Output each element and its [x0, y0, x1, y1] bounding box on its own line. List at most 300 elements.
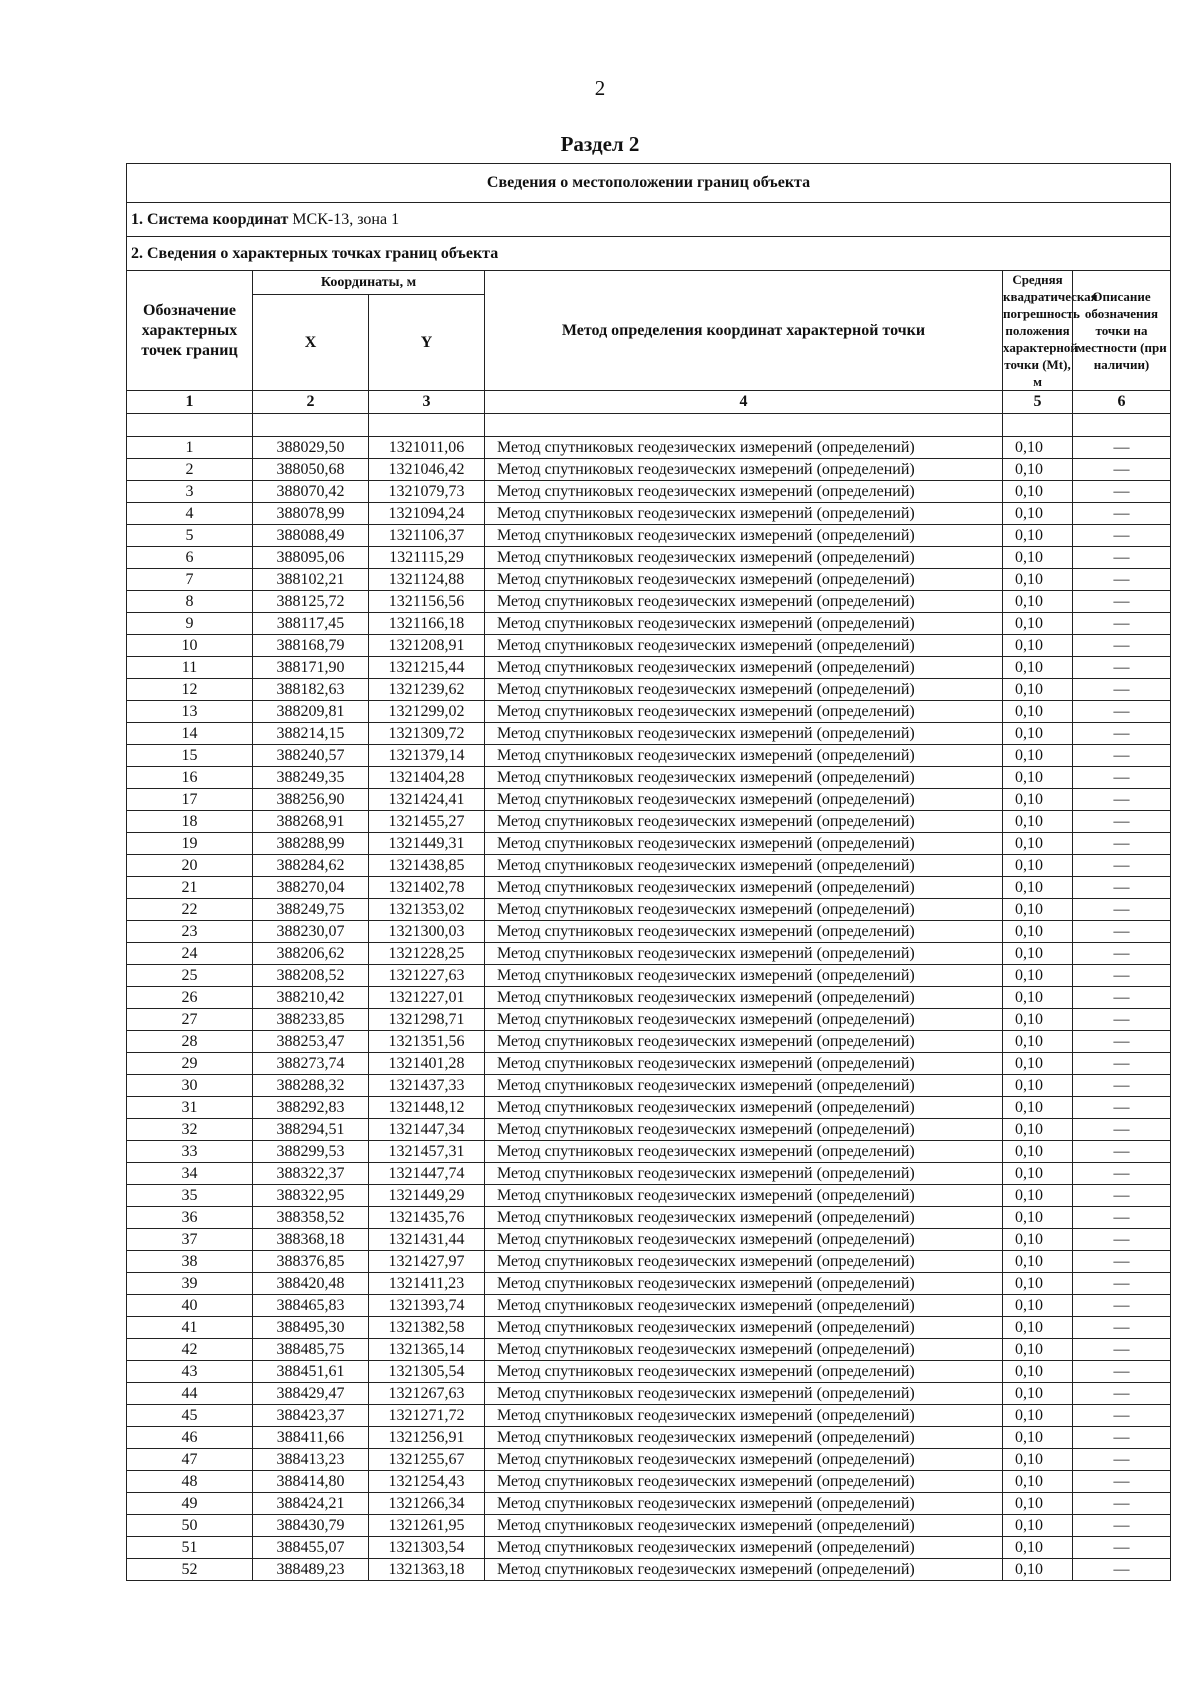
description-cell: — [1073, 1339, 1171, 1361]
point-number-cell: 13 [127, 701, 253, 723]
y-coordinate-cell: 1321115,29 [369, 547, 485, 569]
y-coordinate-cell: 1321227,01 [369, 987, 485, 1009]
description-cell: — [1073, 1185, 1171, 1207]
description-cell: — [1073, 525, 1171, 547]
table-row [127, 745, 1171, 767]
description-cell: — [1073, 745, 1171, 767]
error-cell: 0,10 [1003, 1009, 1073, 1031]
error-cell: 0,10 [1003, 899, 1073, 921]
error-cell: 0,10 [1003, 745, 1073, 767]
error-cell: 0,10 [1003, 1471, 1073, 1493]
x-coordinate-cell: 388455,07 [253, 1537, 369, 1559]
point-number-cell: 11 [127, 657, 253, 679]
header-x: X [253, 295, 369, 391]
y-coordinate-cell: 1321266,34 [369, 1493, 485, 1515]
description-cell: — [1073, 679, 1171, 701]
x-coordinate-cell: 388288,99 [253, 833, 369, 855]
coordinate-system-label: 1. Система координат [131, 210, 289, 228]
column-number: 1 [127, 391, 253, 414]
y-coordinate-cell: 1321379,14 [369, 745, 485, 767]
point-number-cell: 42 [127, 1339, 253, 1361]
coordinate-system-row [127, 203, 1171, 237]
method-cell: Метод спутниковых геодезических измерений (определений) [485, 1361, 1003, 1383]
error-cell: 0,10 [1003, 525, 1073, 547]
description-cell: — [1073, 1163, 1171, 1185]
error-cell: 0,10 [1003, 723, 1073, 745]
spacer-row [127, 414, 1171, 437]
description-cell: — [1073, 921, 1171, 943]
table-row [127, 855, 1171, 877]
description-cell: — [1073, 987, 1171, 1009]
point-number-cell: 3 [127, 481, 253, 503]
method-cell: Метод спутниковых геодезических измерений (определений) [485, 899, 1003, 921]
method-cell: Метод спутниковых геодезических измерений (определений) [485, 1031, 1003, 1053]
column-numbers-row [127, 391, 1171, 414]
point-number-cell: 24 [127, 943, 253, 965]
error-cell: 0,10 [1003, 503, 1073, 525]
table-row [127, 987, 1171, 1009]
point-number-cell: 19 [127, 833, 253, 855]
table-row [127, 943, 1171, 965]
method-cell: Метод спутниковых геодезических измерений (определений) [485, 1449, 1003, 1471]
point-number-cell: 10 [127, 635, 253, 657]
description-cell: — [1073, 657, 1171, 679]
table-row [127, 877, 1171, 899]
y-coordinate-cell: 1321455,27 [369, 811, 485, 833]
point-number-cell: 49 [127, 1493, 253, 1515]
y-coordinate-cell: 1321449,31 [369, 833, 485, 855]
x-coordinate-cell: 388368,18 [253, 1229, 369, 1251]
table-row [127, 1031, 1171, 1053]
error-cell: 0,10 [1003, 679, 1073, 701]
y-coordinate-cell: 1321404,28 [369, 767, 485, 789]
description-cell: — [1073, 1229, 1171, 1251]
error-cell: 0,10 [1003, 481, 1073, 503]
error-cell: 0,10 [1003, 437, 1073, 459]
method-cell: Метод спутниковых геодезических измерений (определений) [485, 1295, 1003, 1317]
description-cell: — [1073, 1449, 1171, 1471]
point-number-cell: 29 [127, 1053, 253, 1075]
x-coordinate-cell: 388358,52 [253, 1207, 369, 1229]
error-cell: 0,10 [1003, 591, 1073, 613]
point-number-cell: 9 [127, 613, 253, 635]
description-cell: — [1073, 965, 1171, 987]
y-coordinate-cell: 1321094,24 [369, 503, 485, 525]
y-coordinate-cell: 1321309,72 [369, 723, 485, 745]
point-number-cell: 33 [127, 1141, 253, 1163]
table-row [127, 811, 1171, 833]
table-row [127, 437, 1171, 459]
table-title: Сведения о местоположении границ объекта [127, 164, 1171, 203]
x-coordinate-cell: 388214,15 [253, 723, 369, 745]
description-cell: — [1073, 1383, 1171, 1405]
description-cell: — [1073, 1493, 1171, 1515]
x-coordinate-cell: 388292,83 [253, 1097, 369, 1119]
y-coordinate-cell: 1321437,33 [369, 1075, 485, 1097]
error-cell: 0,10 [1003, 943, 1073, 965]
y-coordinate-cell: 1321239,62 [369, 679, 485, 701]
method-cell: Метод спутниковых геодезических измерений (определений) [485, 1515, 1003, 1537]
point-number-cell: 35 [127, 1185, 253, 1207]
y-coordinate-cell: 1321435,76 [369, 1207, 485, 1229]
point-number-cell: 26 [127, 987, 253, 1009]
point-number-cell: 43 [127, 1361, 253, 1383]
y-coordinate-cell: 1321011,06 [369, 437, 485, 459]
y-coordinate-cell: 1321299,02 [369, 701, 485, 723]
method-cell: Метод спутниковых геодезических измерений (определений) [485, 1273, 1003, 1295]
header-desc: Описание обозначения точки на местности (при наличии) [1073, 271, 1171, 391]
x-coordinate-cell: 388206,62 [253, 943, 369, 965]
x-coordinate-cell: 388095,06 [253, 547, 369, 569]
description-cell: — [1073, 701, 1171, 723]
method-cell: Метод спутниковых геодезических измерений (определений) [485, 437, 1003, 459]
table-row [127, 1339, 1171, 1361]
x-coordinate-cell: 388050,68 [253, 459, 369, 481]
method-cell: Метод спутниковых геодезических измерений (определений) [485, 1427, 1003, 1449]
table-row [127, 833, 1171, 855]
table-row [127, 899, 1171, 921]
x-coordinate-cell: 388411,66 [253, 1427, 369, 1449]
method-cell: Метод спутниковых геодезических измерений (определений) [485, 1163, 1003, 1185]
method-cell: Метод спутниковых геодезических измерений (определений) [485, 591, 1003, 613]
description-cell: — [1073, 1141, 1171, 1163]
x-coordinate-cell: 388299,53 [253, 1141, 369, 1163]
point-number-cell: 25 [127, 965, 253, 987]
point-number-cell: 12 [127, 679, 253, 701]
description-cell: — [1073, 1207, 1171, 1229]
table-row [127, 635, 1171, 657]
x-coordinate-cell: 388423,37 [253, 1405, 369, 1427]
description-cell: — [1073, 1053, 1171, 1075]
x-coordinate-cell: 388256,90 [253, 789, 369, 811]
x-coordinate-cell: 388117,45 [253, 613, 369, 635]
table-row [127, 591, 1171, 613]
error-cell: 0,10 [1003, 1317, 1073, 1339]
point-number-cell: 47 [127, 1449, 253, 1471]
point-number-cell: 52 [127, 1559, 253, 1581]
point-number-cell: 31 [127, 1097, 253, 1119]
y-coordinate-cell: 1321351,56 [369, 1031, 485, 1053]
description-cell: — [1073, 547, 1171, 569]
table-row [127, 1163, 1171, 1185]
point-number-cell: 1 [127, 437, 253, 459]
table-row [127, 1559, 1171, 1581]
method-cell: Метод спутниковых геодезических измерений (определений) [485, 965, 1003, 987]
error-cell: 0,10 [1003, 1515, 1073, 1537]
error-cell: 0,10 [1003, 833, 1073, 855]
method-cell: Метод спутниковых геодезических измерений (определений) [485, 1009, 1003, 1031]
error-cell: 0,10 [1003, 1141, 1073, 1163]
point-number-cell: 45 [127, 1405, 253, 1427]
point-number-cell: 46 [127, 1427, 253, 1449]
method-cell: Метод спутниковых геодезических измерений (определений) [485, 833, 1003, 855]
column-number: 3 [369, 391, 485, 414]
table-row [127, 569, 1171, 591]
method-cell: Метод спутниковых геодезических измерений (определений) [485, 569, 1003, 591]
y-coordinate-cell: 1321227,63 [369, 965, 485, 987]
y-coordinate-cell: 1321256,91 [369, 1427, 485, 1449]
method-cell: Метод спутниковых геодезических измерений (определений) [485, 481, 1003, 503]
x-coordinate-cell: 388233,85 [253, 1009, 369, 1031]
description-cell: — [1073, 1295, 1171, 1317]
error-cell: 0,10 [1003, 657, 1073, 679]
y-coordinate-cell: 1321438,85 [369, 855, 485, 877]
method-cell: Метод спутниковых геодезических измерений (определений) [485, 855, 1003, 877]
description-cell: — [1073, 1405, 1171, 1427]
x-coordinate-cell: 388424,21 [253, 1493, 369, 1515]
point-number-cell: 39 [127, 1273, 253, 1295]
method-cell: Метод спутниковых геодезических измерений (определений) [485, 1559, 1003, 1581]
description-cell: — [1073, 1515, 1171, 1537]
point-number-cell: 50 [127, 1515, 253, 1537]
y-coordinate-cell: 1321298,71 [369, 1009, 485, 1031]
table-row [127, 1119, 1171, 1141]
x-coordinate-cell: 388489,23 [253, 1559, 369, 1581]
point-number-cell: 17 [127, 789, 253, 811]
method-cell: Метод спутниковых геодезических измерений (определений) [485, 811, 1003, 833]
point-number-cell: 7 [127, 569, 253, 591]
error-cell: 0,10 [1003, 701, 1073, 723]
y-coordinate-cell: 1321393,74 [369, 1295, 485, 1317]
y-coordinate-cell: 1321300,03 [369, 921, 485, 943]
description-cell: — [1073, 1251, 1171, 1273]
header-method: Метод определения координат характерной точки [485, 271, 1003, 391]
method-cell: Метод спутниковых геодезических измерений (определений) [485, 1119, 1003, 1141]
error-cell: 0,10 [1003, 459, 1073, 481]
table-row [127, 789, 1171, 811]
method-cell: Метод спутниковых геодезических измерений (определений) [485, 723, 1003, 745]
description-cell: — [1073, 591, 1171, 613]
error-cell: 0,10 [1003, 855, 1073, 877]
y-coordinate-cell: 1321411,23 [369, 1273, 485, 1295]
error-cell: 0,10 [1003, 1207, 1073, 1229]
x-coordinate-cell: 388376,85 [253, 1251, 369, 1273]
table-row [127, 525, 1171, 547]
x-coordinate-cell: 388088,49 [253, 525, 369, 547]
description-cell: — [1073, 1031, 1171, 1053]
point-number-cell: 23 [127, 921, 253, 943]
boundary-points-table [126, 163, 1171, 1581]
column-number: 5 [1003, 391, 1073, 414]
point-number-cell: 16 [127, 767, 253, 789]
error-cell: 0,10 [1003, 1493, 1073, 1515]
error-cell: 0,10 [1003, 1273, 1073, 1295]
header-error: Средняя квадратическая погрешность положения характерной точки (Mt), м [1003, 272, 1098, 389]
y-coordinate-cell: 1321079,73 [369, 481, 485, 503]
table-row [127, 1405, 1171, 1427]
error-cell: 0,10 [1003, 1559, 1073, 1581]
header-y: Y [369, 295, 485, 391]
y-coordinate-cell: 1321401,28 [369, 1053, 485, 1075]
method-cell: Метод спутниковых геодезических измерений (определений) [485, 679, 1003, 701]
method-cell: Метод спутниковых геодезических измерений (определений) [485, 1053, 1003, 1075]
column-number: 6 [1073, 391, 1171, 414]
table-row [127, 1427, 1171, 1449]
method-cell: Метод спутниковых геодезических измерений (определений) [485, 1339, 1003, 1361]
point-number-cell: 36 [127, 1207, 253, 1229]
x-coordinate-cell: 388413,23 [253, 1449, 369, 1471]
error-cell: 0,10 [1003, 1295, 1073, 1317]
error-cell: 0,10 [1003, 789, 1073, 811]
y-coordinate-cell: 1321353,02 [369, 899, 485, 921]
y-coordinate-cell: 1321124,88 [369, 569, 485, 591]
point-number-cell: 4 [127, 503, 253, 525]
error-cell: 0,10 [1003, 965, 1073, 987]
error-cell: 0,10 [1003, 1383, 1073, 1405]
description-cell: — [1073, 1427, 1171, 1449]
point-number-cell: 38 [127, 1251, 253, 1273]
error-cell: 0,10 [1003, 1339, 1073, 1361]
y-coordinate-cell: 1321208,91 [369, 635, 485, 657]
method-cell: Метод спутниковых геодезических измерений (определений) [485, 1405, 1003, 1427]
x-coordinate-cell: 388230,07 [253, 921, 369, 943]
table-row [127, 1471, 1171, 1493]
table-row [127, 1383, 1171, 1405]
description-cell: — [1073, 811, 1171, 833]
method-cell: Метод спутниковых геодезических измерений (определений) [485, 657, 1003, 679]
point-number-cell: 40 [127, 1295, 253, 1317]
y-coordinate-cell: 1321215,44 [369, 657, 485, 679]
method-cell: Метод спутниковых геодезических измерений (определений) [485, 1185, 1003, 1207]
y-coordinate-cell: 1321255,67 [369, 1449, 485, 1471]
point-number-cell: 2 [127, 459, 253, 481]
point-number-cell: 27 [127, 1009, 253, 1031]
y-coordinate-cell: 1321447,74 [369, 1163, 485, 1185]
error-cell: 0,10 [1003, 1229, 1073, 1251]
y-coordinate-cell: 1321156,56 [369, 591, 485, 613]
description-cell: — [1073, 1471, 1171, 1493]
x-coordinate-cell: 388102,21 [253, 569, 369, 591]
point-number-cell: 5 [127, 525, 253, 547]
point-number-cell: 34 [127, 1163, 253, 1185]
x-coordinate-cell: 388270,04 [253, 877, 369, 899]
y-coordinate-cell: 1321365,14 [369, 1339, 485, 1361]
coordinate-system-value: МСК-13, зона 1 [292, 210, 400, 228]
y-coordinate-cell: 1321254,43 [369, 1471, 485, 1493]
method-cell: Метод спутниковых геодезических измерений (определений) [485, 1141, 1003, 1163]
method-cell: Метод спутниковых геодезических измерений (определений) [485, 525, 1003, 547]
x-coordinate-cell: 388253,47 [253, 1031, 369, 1053]
error-cell: 0,10 [1003, 547, 1073, 569]
description-cell: — [1073, 789, 1171, 811]
error-cell: 0,10 [1003, 1427, 1073, 1449]
x-coordinate-cell: 388125,72 [253, 591, 369, 613]
method-cell: Метод спутниковых геодезических измерений (определений) [485, 1075, 1003, 1097]
description-cell: — [1073, 1537, 1171, 1559]
description-cell: — [1073, 833, 1171, 855]
y-coordinate-cell: 1321402,78 [369, 877, 485, 899]
x-coordinate-cell: 388249,75 [253, 899, 369, 921]
method-cell: Метод спутниковых геодезических измерений (определений) [485, 1471, 1003, 1493]
error-cell: 0,10 [1003, 1405, 1073, 1427]
description-cell: — [1073, 1097, 1171, 1119]
y-coordinate-cell: 1321382,58 [369, 1317, 485, 1339]
table-row [127, 1295, 1171, 1317]
error-cell: 0,10 [1003, 811, 1073, 833]
error-cell: 0,10 [1003, 1449, 1073, 1471]
method-cell: Метод спутниковых геодезических измерений (определений) [485, 1097, 1003, 1119]
x-coordinate-cell: 388240,57 [253, 745, 369, 767]
x-coordinate-cell: 388070,42 [253, 481, 369, 503]
table-row [127, 503, 1171, 525]
error-cell: 0,10 [1003, 1163, 1073, 1185]
table-row [127, 921, 1171, 943]
point-number-cell: 22 [127, 899, 253, 921]
method-cell: Метод спутниковых геодезических измерений (определений) [485, 877, 1003, 899]
table-row [127, 1185, 1171, 1207]
table-row [127, 1141, 1171, 1163]
x-coordinate-cell: 388208,52 [253, 965, 369, 987]
x-coordinate-cell: 388029,50 [253, 437, 369, 459]
error-cell: 0,10 [1003, 987, 1073, 1009]
error-cell: 0,10 [1003, 613, 1073, 635]
description-cell: — [1073, 1317, 1171, 1339]
method-cell: Метод спутниковых геодезических измерений (определений) [485, 1317, 1003, 1339]
error-cell: 0,10 [1003, 1537, 1073, 1559]
x-coordinate-cell: 388288,32 [253, 1075, 369, 1097]
x-coordinate-cell: 388322,37 [253, 1163, 369, 1185]
y-coordinate-cell: 1321166,18 [369, 613, 485, 635]
table-row [127, 1251, 1171, 1273]
method-cell: Метод спутниковых геодезических измерений (определений) [485, 503, 1003, 525]
x-coordinate-cell: 388249,35 [253, 767, 369, 789]
method-cell: Метод спутниковых геодезических измерений (определений) [485, 943, 1003, 965]
table-row [127, 1097, 1171, 1119]
error-cell: 0,10 [1003, 1119, 1073, 1141]
table-row [127, 1075, 1171, 1097]
method-cell: Метод спутниковых геодезических измерений (определений) [485, 789, 1003, 811]
table-row [127, 613, 1171, 635]
error-cell: 0,10 [1003, 877, 1073, 899]
error-cell: 0,10 [1003, 1251, 1073, 1273]
point-number-cell: 30 [127, 1075, 253, 1097]
method-cell: Метод спутниковых геодезических измерений (определений) [485, 701, 1003, 723]
method-cell: Метод спутниковых геодезических измерений (определений) [485, 1251, 1003, 1273]
method-cell: Метод спутниковых геодезических измерений (определений) [485, 767, 1003, 789]
page-number: 2 [594, 76, 606, 100]
x-coordinate-cell: 388210,42 [253, 987, 369, 1009]
point-number-cell: 6 [127, 547, 253, 569]
point-number-cell: 14 [127, 723, 253, 745]
method-cell: Метод спутниковых геодезических измерений (определений) [485, 745, 1003, 767]
table-row [127, 547, 1171, 569]
x-coordinate-cell: 388268,91 [253, 811, 369, 833]
method-cell: Метод спутниковых геодезических измерений (определений) [485, 921, 1003, 943]
point-number-cell: 48 [127, 1471, 253, 1493]
error-cell: 0,10 [1003, 1185, 1073, 1207]
description-cell: — [1073, 1559, 1171, 1581]
x-coordinate-cell: 388273,74 [253, 1053, 369, 1075]
table-row [127, 1053, 1171, 1075]
description-cell: — [1073, 1273, 1171, 1295]
method-cell: Метод спутниковых геодезических измерений (определений) [485, 635, 1003, 657]
point-number-cell: 21 [127, 877, 253, 899]
description-cell: — [1073, 1075, 1171, 1097]
y-coordinate-cell: 1321447,34 [369, 1119, 485, 1141]
table-row [127, 1009, 1171, 1031]
x-coordinate-cell: 388182,63 [253, 679, 369, 701]
x-coordinate-cell: 388322,95 [253, 1185, 369, 1207]
table-row [127, 1317, 1171, 1339]
section-title: Раздел 2 [560, 132, 640, 156]
x-coordinate-cell: 388294,51 [253, 1119, 369, 1141]
table-row [127, 1207, 1171, 1229]
y-coordinate-cell: 1321427,97 [369, 1251, 485, 1273]
x-coordinate-cell: 388495,30 [253, 1317, 369, 1339]
y-coordinate-cell: 1321271,72 [369, 1405, 485, 1427]
table-row [127, 481, 1171, 503]
description-cell: — [1073, 723, 1171, 745]
